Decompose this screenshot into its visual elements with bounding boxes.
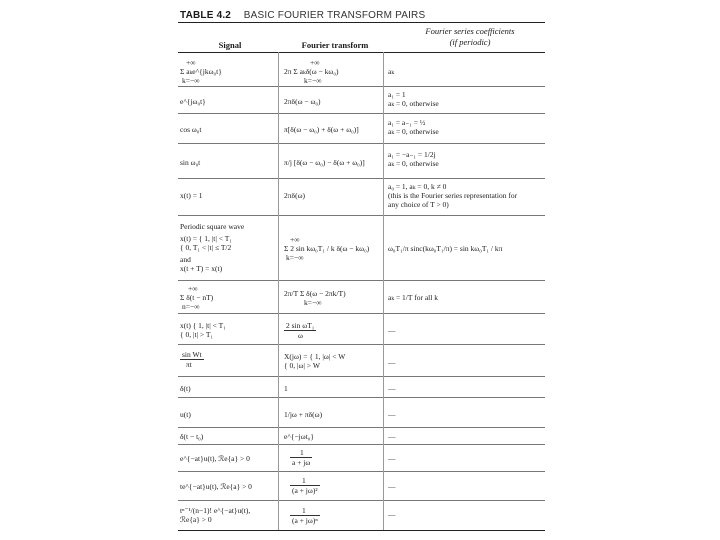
column-divider (278, 52, 279, 530)
row-separator (178, 397, 545, 398)
header-rule (178, 52, 545, 53)
row-separator (178, 471, 545, 472)
row-separator (178, 444, 545, 445)
row-separator (178, 376, 545, 377)
header-signal: Signal (218, 40, 242, 50)
textbook-page: TABLE 4.2 BASIC FOURIER TRANSFORM PAIRS Fourier series coefficients (if periodic) Signal Fourier transform +∞ Σ aₖe^{jkω₀t} k=−∞ +∞ 2π Σ aₖδ(ω − kω₀) k=−∞ aₖ e^{jω₀t} 2πδ(ω − ω₀) a₁ = 1 aₖ = 0, otherwise cos ω₀t π[δ(ω − ω₀) + δ(ω + ω₀)] a₁ = a₋₁ = ½ aₖ = 0, otherwise sin ω₀t π/j [δ(ω − ω₀) − δ(ω + ω₀)] a₁ = −a₋₁ = 1/2j aₖ = 0, otherwise x(t) = 1 2πδ(ω) a₀ = 1, aₖ = 0, k ≠ 0 (this is the Fourier series representation for any choice of T > 0) Periodic square wave x(t) = { 1, |t| < T₁ { 0, T₁ < |t| ≤ T/2 and x(t + T) = x(t) +∞ Σ 2 sin kω₀T₁ / k δ(ω − kω₀) k=−∞ ω₀T₁/π sinc(kω₀T₁/π) = sin kω₀T₁ / kπ +∞ Σ δ(t − nT) n=−∞ 2π/T Σ δ(ω − 2πk/T) k=−∞ aₖ = 1/T for all k x(t) { 1, |t| < T₁ { 0, |t| > T₁ 2 sin ωT₁ ω — sin Wt πt X(jω) = { 1, |ω| < W { 0, |ω| > W — δ(t) 1 — u(t) 1/jω + πδ(ω) — δ(t − t₀) e^{−jωt₀} — e^{−at}u(t), ℛe{a} > 0 1 a + jω — te^{−at}u(t), ℛe{a} > 0 1 (a + jω)² — tⁿ⁻¹/(n−1)! e^{−at}u(t), ℛe{a} > 0 1 (a + jω)ⁿ — (0, 0, 720, 540)
row-separator (178, 500, 545, 501)
header-transform: Fourier transform (301, 40, 369, 50)
header-series-line1: Fourier series coefficients (425, 26, 515, 36)
row-separator (178, 280, 545, 281)
row-separator (178, 215, 545, 216)
row-separator (178, 313, 545, 314)
row-separator (178, 427, 545, 428)
header-series-line2: (if periodic) (449, 37, 491, 47)
table-heading: BASIC FOURIER TRANSFORM PAIRS (243, 10, 426, 21)
row-separator (178, 143, 545, 144)
row-separator (178, 86, 545, 87)
row-separator (178, 113, 545, 114)
table-number: TABLE 4.2 (180, 10, 232, 21)
row-separator (178, 344, 545, 345)
column-divider (383, 52, 384, 530)
row-separator (178, 178, 545, 179)
bottom-rule (178, 530, 545, 531)
table-title (180, 10, 425, 21)
top-rule (178, 22, 545, 23)
